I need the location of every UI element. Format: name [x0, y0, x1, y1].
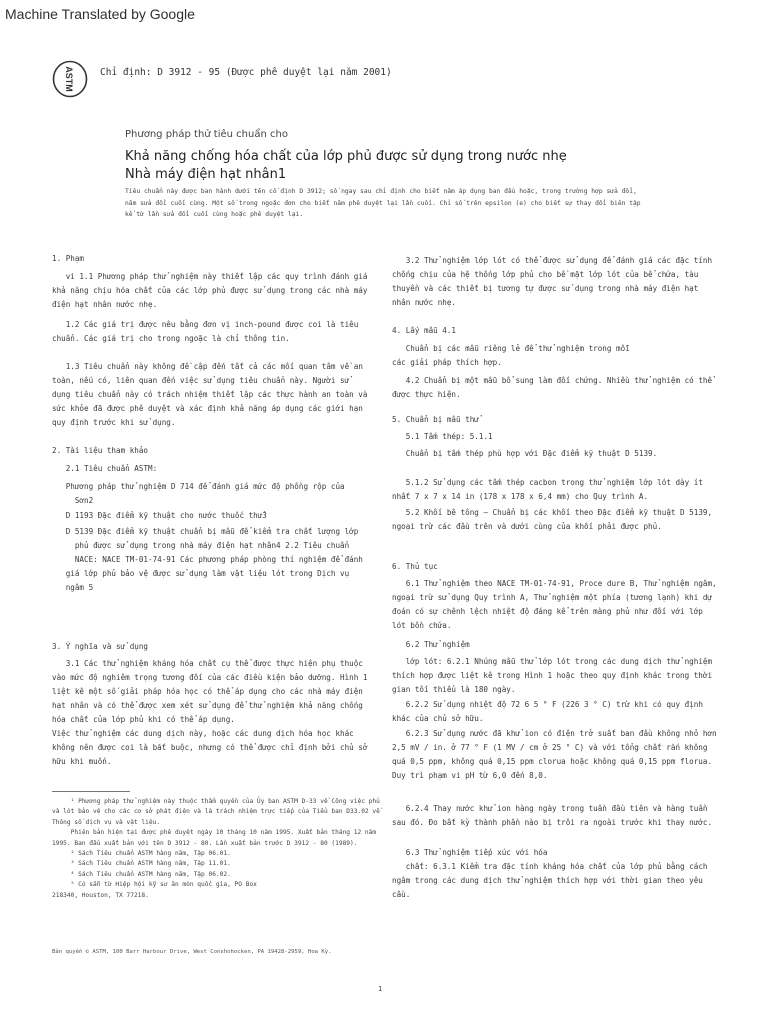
paragraph-2-1: 2.1 Tiêu chuẩn ASTM:	[52, 464, 158, 473]
paragraph-6-2: 6.2 Thử nghiệm	[392, 640, 470, 649]
reference-d5139-nace: D 5139 Đặc điểm kỹ thuật chuẩn bị mẫu để kiểm tra chất lượng lớp phủ được sử dụng trong nhà máy điện hạt nhân4 2.2 Tiêu chuẩn NACE: NACE TM-01-74-91 Các phương pháp phòng thí nghiệm để đánh giá lớp phủ bảo vệ được sử dụng làm vật liệu lót trong Dịch vụ ngâm 5	[65, 527, 363, 592]
astm-logo	[52, 60, 88, 98]
svg-text:ASTM: ASTM	[64, 66, 74, 92]
paragraph-1-3: 1.3 Tiêu chuẩn này không đề cập đến tất cả các mối quan tâm về an toàn, nếu có, liên quan đến việc sử dụng tiêu chuẩn này. Người sử dụng tiêu chuẩn này có trách nhiệm thiết lập các thực hành an toàn và sức khỏe đã được phê duyệt và xác định khả năng áp dụng các giới hạn quy định trước khi sử dụng.	[52, 362, 373, 427]
paragraph-3-1: 3.1 Các thử nghiệm kháng hóa chất cụ thể được thực hiện phụ thuộc vào mức độ nghiêm trọng tương đối của các điều kiện bảo dưỡng. Hình 1 liệt kê một số giải pháp hóa học có thể áp dụng cho các nhà máy điện hạt nhân và có thể được xem xét sử dụng để thử nghiệm khả năng chống hóa chất của lớp phủ khi có thể áp dụng. Việc thử nghiệm các dung dịch này, hoặc các dung dịch hóa học khác không nên được coi là bắt buộc, nhưng có thể được chỉ định bởi chủ sở hữu khi muốn.	[52, 659, 368, 766]
paragraph-1-2: 1.2 Các giá trị được nêu bằng đơn vị inch-pound được coi là tiêu chuẩn. Các giá trị cho trong ngoặc là chỉ thông tin.	[52, 320, 363, 343]
document-title	[125, 148, 567, 184]
footnote-3: ³ Sách Tiêu chuẩn ASTM hàng năm, Tập 11.01.	[52, 860, 231, 868]
standard-type: Phương pháp thử tiêu chuẩn cho	[125, 129, 288, 140]
copyright-line: Bản quyền © ASTM, 100 Barr Harbour Drive, West Conshohocken, PA 19428-2959, Hoa Kỳ.	[52, 949, 332, 955]
machine-translation-banner: Machine Translated by Google	[5, 6, 195, 22]
paragraph-6-2-4: 6.2.4 Thay nước khử ion hàng ngày trong tuần đầu tiên và hàng tuần sau đó. Đo bất kỳ thành phần nào bị trôi ra ngoài trước khi thay nước.	[392, 804, 713, 827]
footnote-2: ² Sách Tiêu chuẩn ASTM hàng năm, Tập 06.01.	[52, 850, 231, 858]
paragraph-5-1-1: Chuẩn bị tấm thép phù hợp với Đặc điểm kỹ thuật D 5139.	[392, 449, 658, 458]
section-3-heading: 3. Ý nghĩa và sử dụng	[52, 642, 149, 651]
paragraph-6-1: 6.1 Thử nghiệm theo NACE TM-01-74-91, Proce dure B, Thử nghiệm ngâm, ngoại trừ sử dụng Quy trình A, Thử nghiệm một phía (tương lạnh) khi dự đoán có sự chênh lệch nhiệt độ đáng kể trên màng phủ như đối với lớp lót bồn chứa.	[392, 579, 722, 630]
title-line-1: Khả năng chống hóa chất của lớp phủ được sử dụng trong nước nhẹ	[125, 149, 567, 164]
reference-d714: Phương pháp thử nghiệm D 714 để đánh giá mức độ phồng rộp của Sơn2	[65, 482, 345, 505]
intro-note: Tiêu chuẩn này được ban hành dưới tên cố định D 3912; số ngay sau chỉ định cho biết năm áp dụng ban đầu hoặc, trong trường hợp sửa đổi, năm sửa đổi cuối cùng. Một số trong ngoặc đơn cho biết năm phê duyệt lại lần cuối. Chỉ số trên epsilon (e) cho biết sự thay đổi biên tập kể từ lần sửa đổi cuối cùng hoặc phê duyệt lại.	[125, 188, 641, 218]
paragraph-3-2: 3.2 Thử nghiệm lớp lót có thể được sử dụng để đánh giá các đặc tính chống chịu của hệ thống lớp phủ cho bề mặt lớp lót của bể chứa, tàu thuyền và các thiết bị tương tự được sử dụng trong nhà máy điện hạt nhân nước nhẹ.	[392, 256, 717, 307]
paragraph-6-2-2: 6.2.2 Sử dụng nhiệt độ 72 6 5 ° F (226 3 ° C) trừ khi có quy định khác của chủ sở hữu.	[392, 700, 708, 723]
paragraph-5-1-2: 5.1.2 Sử dụng các tấm thép cacbon trong thử nghiệm lớp lót dày ít nhất 7 x 7 x 14 in (178 x 178 x 6,4 mm) cho Quy trình A.	[392, 478, 708, 501]
designation: Chỉ định: D 3912 - 95 (Được phê duyệt lại năm 2001)	[100, 67, 392, 78]
footnotes	[52, 797, 382, 901]
paragraph-5-2: 5.2 Khối bê tông — Chuẩn bị các khối theo Đặc điểm kỹ thuật D 5139, ngoại trừ các đầu trên và dưới cùng của khối phải được phủ.	[392, 508, 717, 531]
footnote-1: ¹ Phương pháp thử nghiệm này thuộc thẩm quyền của Ủy ban ASTM D-33 về Công việc phủ và lót bảo vệ cho các cơ sở phát điện và là trách nhiệm trực tiếp của Tiểu ban D33.02 về Thông số dịch vụ và vật liệu.	[52, 798, 384, 826]
page-number: 1	[378, 985, 383, 993]
paragraph-6-2-3: 6.2.3 Sử dụng nước đã khử ion có điện trở suất ban đầu không nhỏ hơn 2,5 mV / in. ở 77 ° F (1 MV / cm ở 25 ° C) và với tổng chất rắn không quá 0,5 ppm, không quá 0,15 ppm clorua hoặc không quá 0,15 ppm florua. Duy trì phạm vi pH từ 6,0 đến 8,0.	[392, 729, 722, 780]
paragraph-5-1: 5.1 Tấm thép: 5.1.1	[392, 432, 493, 441]
section-6-heading: 6. Thủ tục	[392, 562, 438, 571]
section-2-heading: 2. Tài liệu tham khảo	[52, 446, 149, 455]
paragraph-6-3: 6.3 Thử nghiệm tiếp xúc với hóa chất: 6.3.1 Kiểm tra đặc tính kháng hóa chất của lớp phủ bằng cách ngâm trong các dung dịch thử nghiệm thích hợp với thời gian theo yêu cầu.	[392, 848, 708, 899]
reference-d1193: D 1193 Đặc điểm kỹ thuật cho nước thuốc thử3	[52, 511, 267, 520]
footnote-5: ⁵ Có sẵn từ Hiệp hội kỹ sư ăn mòn quốc gia, PO Box 218340, Houston, TX 77218.	[52, 881, 257, 899]
section-5-heading: 5. Chuẩn bị mẫu thử	[392, 415, 479, 424]
paragraph-4-1: Chuẩn bị các mẫu riêng lẻ để thử nghiệm trong mỗi các giải pháp thích hợp.	[392, 344, 630, 367]
title-line-2: Nhà máy điện hạt nhân1	[125, 167, 287, 182]
footnote-4: ⁴ Sách Tiêu chuẩn ASTM hàng năm, Tập 06.02.	[52, 870, 231, 878]
footnote-divider	[52, 791, 130, 792]
paragraph-6-2-1: lớp lót: 6.2.1 Nhúng mẫu thử lớp lót trong các dung dịch thử nghiệm thích hợp được liệt kê trong Hình 1 hoặc theo quy định khác trong thời gian tối thiểu là 180 ngày.	[392, 657, 717, 694]
paragraph-4-2: 4.2 Chuẩn bị một mẫu bổ sung làm đối chứng. Nhiều thử nghiệm có thể được thực hiện.	[392, 376, 717, 399]
section-4-heading: 4. Lấy mẫu 4.1	[392, 326, 457, 335]
section-1-heading: 1. Phạm	[52, 254, 85, 263]
footnote-1-history: Phiên bản hiện tại được phê duyệt ngày 10 tháng 10 năm 1995. Xuất bản tháng 12 năm 1995. Ban đầu xuất bản với tên D 3912 - 80. Lần xuất bản trước D 3912 - 80 (1989).	[52, 829, 380, 847]
paragraph-1-1: vi 1.1 Phương pháp thử nghiệm này thiết lập các quy trình đánh giá khả năng chịu hóa chất của các lớp phủ được sử dụng trong các nhà máy điện hạt nhân nước nhẹ.	[52, 272, 373, 309]
